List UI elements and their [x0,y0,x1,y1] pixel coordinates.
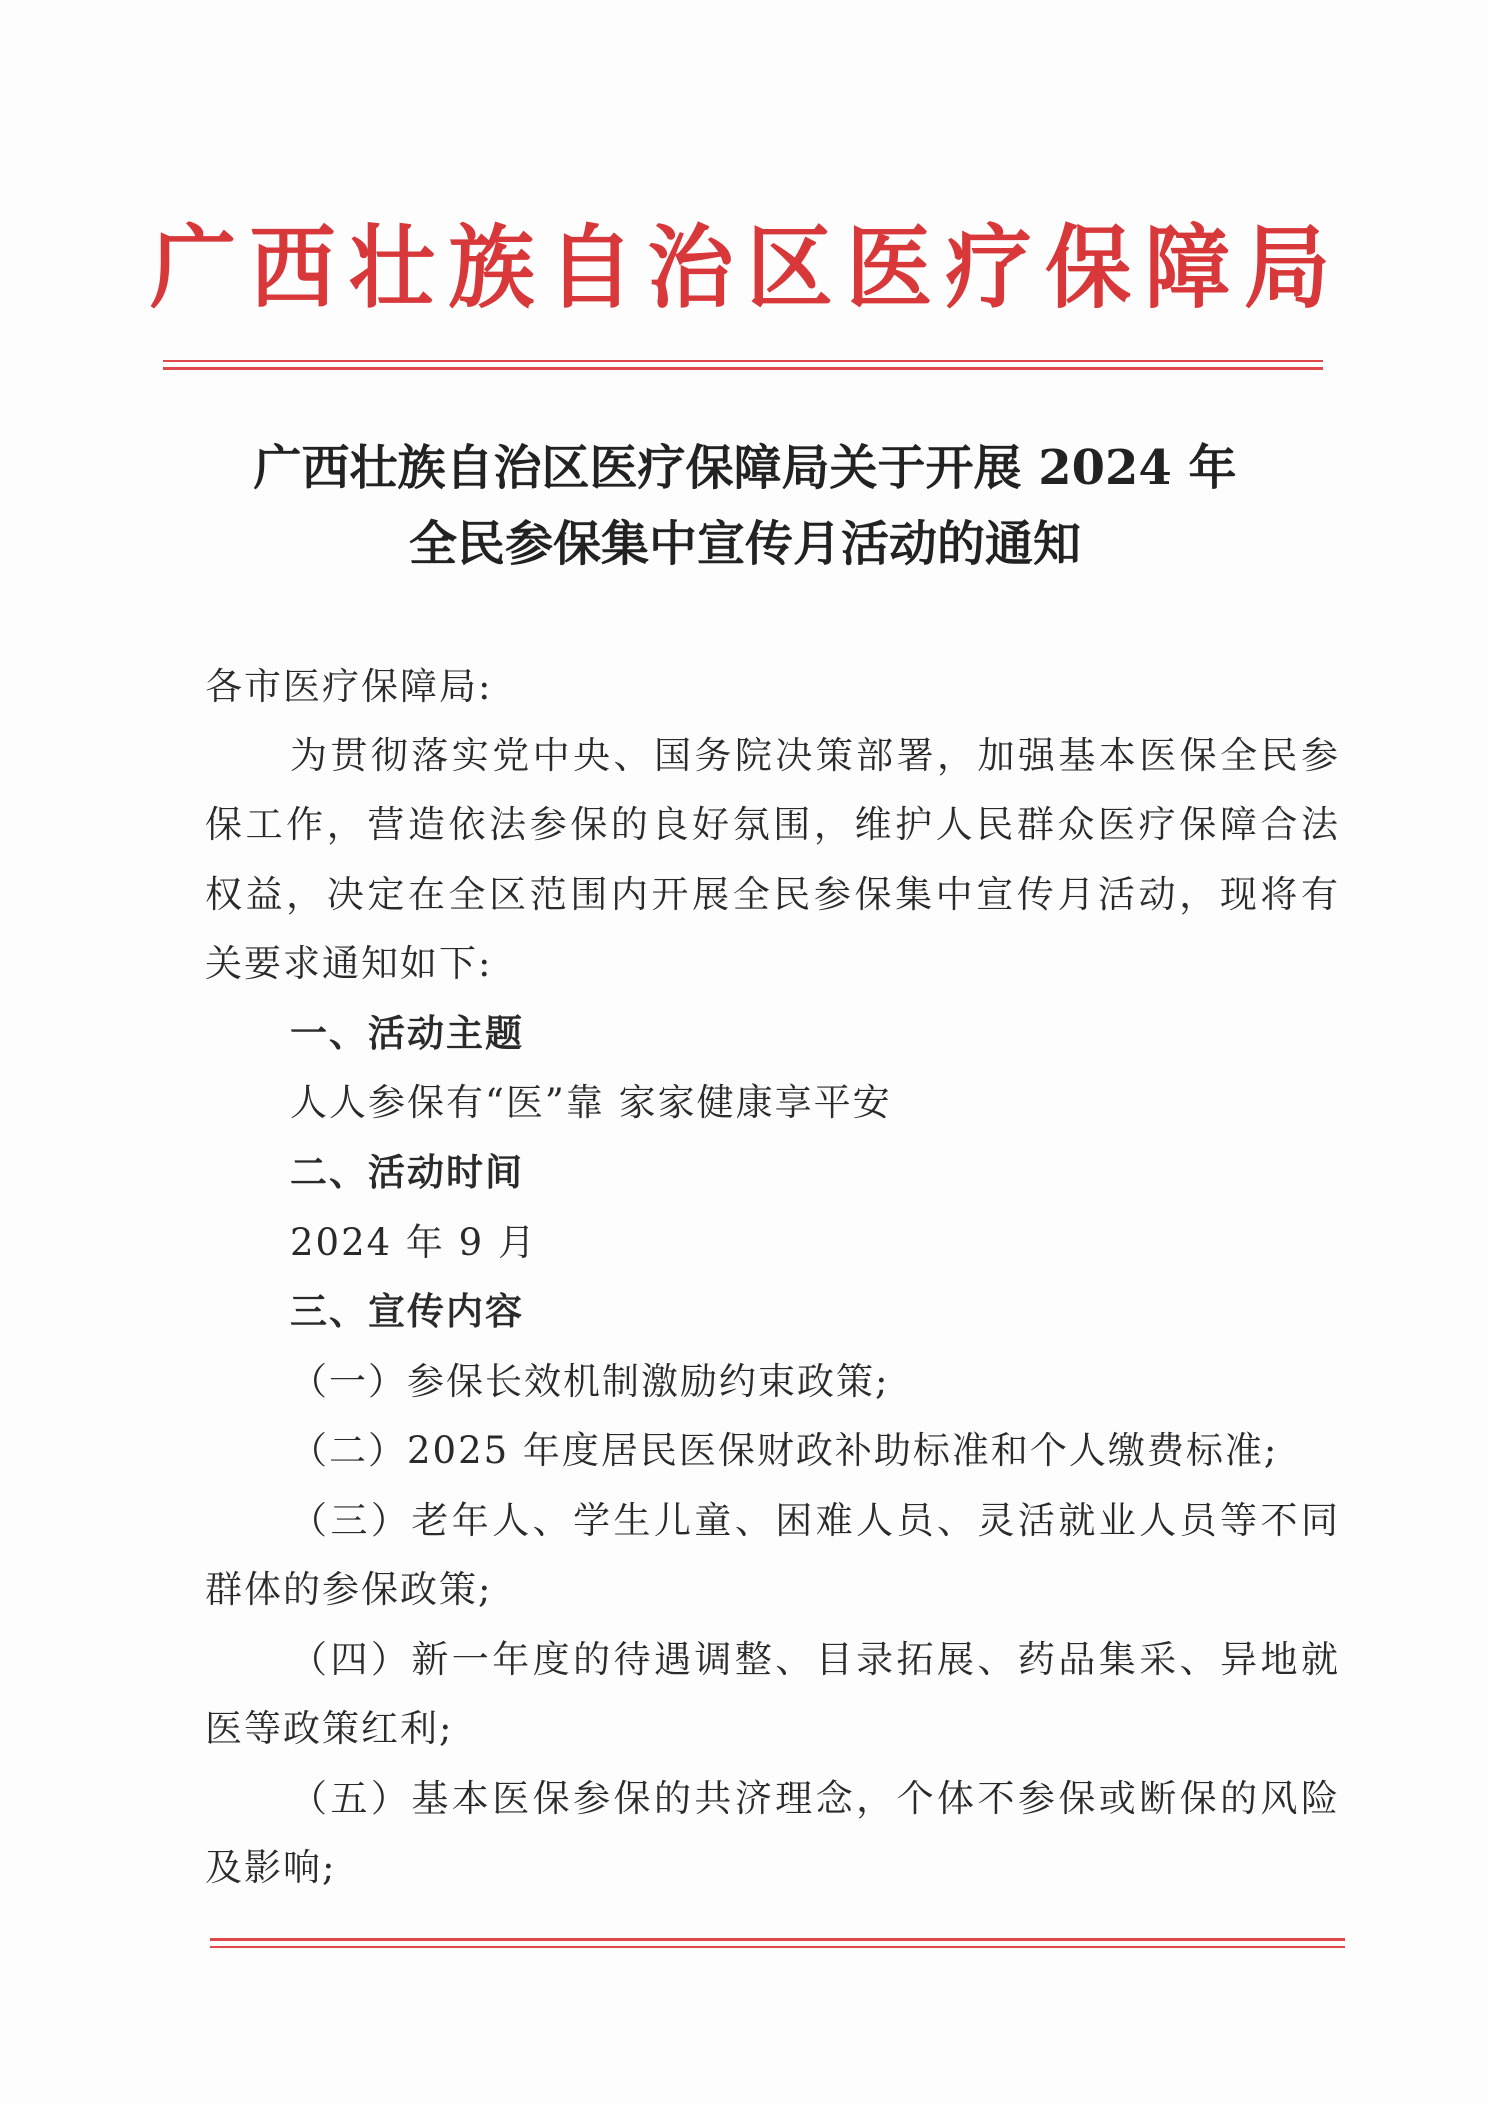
section-heading: 一、活动主题 [290,1012,524,1055]
section-text: 人人参保有“医”靠 家家健康享平安 [290,1081,892,1124]
masthead-char: 保 [1045,215,1132,321]
section-heading: 二、活动时间 [290,1151,524,1194]
list-item: （二）2025 年度居民医保财政补助标准和个人缴费标准; [290,1429,1279,1472]
list-item-continuation: 医等政策红利; [205,1707,454,1750]
masthead-char: 广 [150,215,236,321]
masthead-char: 局 [1243,215,1330,321]
footer-divider [210,1938,1345,1941]
list-item: （四）新一年度的待遇调整、目录拓展、药品集采、异地就 [290,1638,1340,1681]
list-item: （三）老年人、学生儿童、困难人员、灵活就业人员等不同 [290,1499,1340,1542]
list-item: （五）基本医保参保的共济理念，个体不参保或断保的风险 [290,1777,1340,1820]
masthead-char: 障 [1144,215,1231,321]
document-title-line: 全民参保集中宣传月活动的通知 [408,516,1081,572]
masthead-char: 疗 [945,215,1032,321]
document-title-line: 广西壮族自治区医疗保障局关于开展 2024 年 [253,440,1237,496]
list-item-continuation: 及影响; [205,1846,337,1889]
paragraph-line: 保工作，营造依法参保的良好氛围，维护人民群众医疗保障合法 [205,803,1340,846]
masthead-char: 治 [647,215,734,321]
masthead-char: 壮 [348,215,435,321]
list-item: （一）参保长效机制激励约束政策; [290,1360,890,1403]
section-heading: 三、宣传内容 [290,1290,524,1333]
paragraph-line: 为贯彻落实党中央、国务院决策部署，加强基本医保全民参 [290,734,1340,777]
salutation: 各市医疗保障局: [205,665,493,708]
masthead-char: 自 [547,215,634,321]
footer-divider [210,1946,1345,1948]
masthead-divider [163,360,1323,362]
section-text: 2024 年 9 月 [290,1221,537,1264]
paragraph-line: 权益，决定在全区范围内开展全民参保集中宣传月活动，现将有 [205,873,1340,916]
masthead-divider [163,367,1323,370]
masthead-char: 族 [448,215,535,321]
paragraph-line: 关要求通知如下: [205,942,493,985]
masthead-char: 西 [249,215,336,321]
masthead-char: 医 [846,215,933,321]
list-item-continuation: 群体的参保政策; [205,1568,493,1611]
masthead-char: 区 [746,215,833,321]
masthead [150,200,1330,320]
